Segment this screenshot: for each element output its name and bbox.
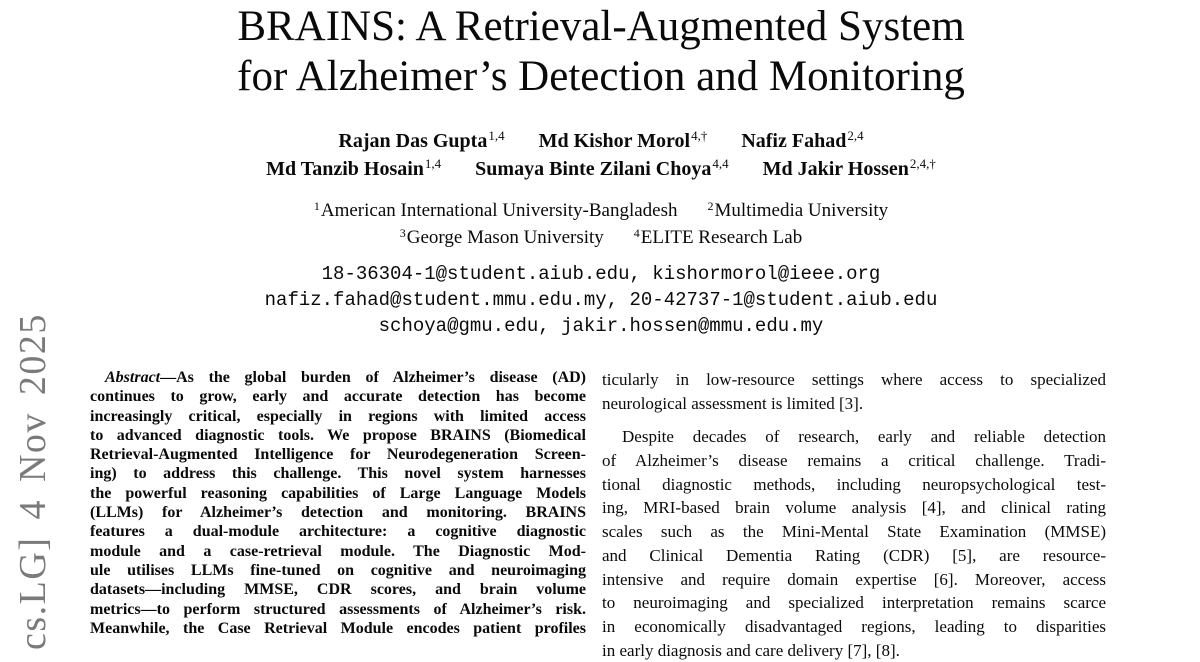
- paper-title: [95, 0, 1107, 102]
- text-line: the powerful reasoning capabilities of Large Language Models: [90, 484, 586, 502]
- affiliation-name: American International University-Bangladesh: [320, 200, 678, 221]
- text-line: scales such as the Mini-Mental State Examination (MMSE): [602, 522, 1106, 542]
- paper-title-line2: for Alzheimer’s Detection and Monitoring: [237, 53, 965, 100]
- text-line: ing) to address this challenge. This novel system harnesses: [90, 465, 586, 483]
- author: [338, 130, 504, 152]
- text-line: ule utilises LLMs fine-tuned on cognitive and neuroimaging: [90, 561, 586, 579]
- email-list: [95, 261, 1107, 339]
- author: [539, 130, 708, 152]
- author: [741, 130, 863, 152]
- affiliation-number: 1: [313, 199, 320, 213]
- text-line: increasingly critical, especially in regions with limited access: [90, 407, 586, 425]
- author-name: Rajan Das Gupta: [338, 130, 488, 152]
- author-affiliation-sup: 2,4: [847, 128, 864, 143]
- affiliation-name: George Mason University: [406, 227, 604, 248]
- author-list: [95, 128, 1107, 184]
- text-line: in early diagnosis and care delivery [7], [8].: [602, 640, 900, 660]
- affiliation-number: 3: [399, 226, 406, 240]
- author: [763, 158, 936, 180]
- email-line: 18-36304-1@student.aiub.edu, kishormorol@ieee.org: [321, 263, 881, 285]
- author-name: Nafiz Fahad: [741, 130, 847, 152]
- author-row: [95, 128, 1107, 156]
- affiliation: [634, 227, 802, 248]
- body-columns: [90, 368, 1106, 662]
- affiliation: [400, 227, 604, 248]
- abstract-label: Abstract: [105, 369, 161, 386]
- text-line: neurological assessment is limited [3].: [602, 393, 864, 413]
- paragraph: [602, 368, 1106, 415]
- text-line: ing, MRI-based brain volume analysis [4], and clinical rating: [602, 498, 1106, 518]
- text-line: Abstract—As the global burden of Alzheimer’s disease (AD): [105, 369, 586, 386]
- author-row: [95, 156, 1107, 184]
- text-line: ticularly in low-resource settings where access to specialized: [602, 370, 1106, 389]
- author-affiliation-sup: 4,4: [712, 156, 729, 171]
- text-line: in economically disadvantaged regions, leading to disparities: [602, 616, 1106, 636]
- author-name: Md Tanzib Hosain: [266, 158, 424, 180]
- author-affiliation-sup: 1,4: [488, 128, 505, 143]
- text-line: to advanced diagnostic tools. We propose BRAINS (Biomedical: [90, 426, 586, 444]
- text-line: to neuroimaging and specialized interpretation remains scarce: [602, 593, 1106, 613]
- author-affiliation-sup: 1,4: [424, 156, 442, 171]
- author: [266, 158, 441, 180]
- arxiv-watermark: cs.LG] 4 Nov 2025: [12, 313, 54, 650]
- text-line: tional diagnostic methods, including neuropsychological test-: [602, 474, 1106, 494]
- affiliation: [708, 200, 889, 221]
- email-line: schoya@gmu.edu, jakir.hossen@mmu.edu.my: [378, 315, 824, 337]
- affiliation-row: [95, 225, 1107, 252]
- paper-header: [95, 0, 1107, 339]
- text-line: module and a case-retrieval module. The Diagnostic Mod-: [90, 542, 586, 560]
- text-line: intensive and require domain expertise [6]. Moreover, access: [602, 569, 1106, 589]
- email-line: nafiz.fahad@student.mmu.edu.my, 20-42737-1@student.aiub.edu: [264, 289, 938, 311]
- text-line: and Clinical Dementia Rating (CDR) [5], are resource-: [602, 545, 1106, 565]
- affiliation-name: Multimedia University: [714, 200, 889, 221]
- text-line: datasets—including MMSE, CDR scores, and brain volume: [90, 581, 586, 599]
- text-line: metrics—to perform structured assessments of Alzheimer’s risk.: [90, 600, 586, 618]
- affiliation-number: 4: [633, 226, 640, 240]
- author-name: Md Jakir Hossen: [762, 158, 909, 180]
- author: [475, 158, 728, 180]
- abstract-column: [90, 368, 586, 662]
- text-line: features a dual-module architecture: a cognitive diagnostic: [90, 523, 586, 541]
- introduction-column: [602, 368, 1106, 662]
- text-line: Meanwhile, the Case Retrieval Module encodes patient profiles: [90, 619, 586, 637]
- paper-title-line1: BRAINS: A Retrieval-Augmented System: [237, 3, 965, 50]
- text-line: (LLMs) for Alzheimer’s detection and monitoring. BRAINS: [90, 504, 586, 522]
- affiliation-list: [95, 198, 1107, 252]
- author-name: Sumaya Binte Zilani Choya: [475, 158, 712, 180]
- affiliation-row: [95, 198, 1107, 225]
- text-line: of Alzheimer’s disease remains a critical challenge. Tradi-: [602, 451, 1106, 471]
- affiliation-number: 2: [707, 199, 714, 213]
- text-line: Retrieval-Augmented Intelligence for Neurodegeneration Screen-: [90, 446, 586, 464]
- author-affiliation-sup: 4,†: [691, 128, 708, 143]
- text-line: Despite decades of research, early and reliable detection: [622, 427, 1106, 447]
- paragraph: [602, 425, 1106, 662]
- author-name: Md Kishor Morol: [538, 130, 691, 152]
- affiliation-name: ELITE Research Lab: [640, 227, 803, 248]
- affiliation: [314, 200, 678, 221]
- paragraph: [90, 368, 586, 638]
- author-affiliation-sup: 2,4,†: [909, 156, 936, 171]
- text-line: continues to grow, early and accurate detection has become: [90, 388, 586, 406]
